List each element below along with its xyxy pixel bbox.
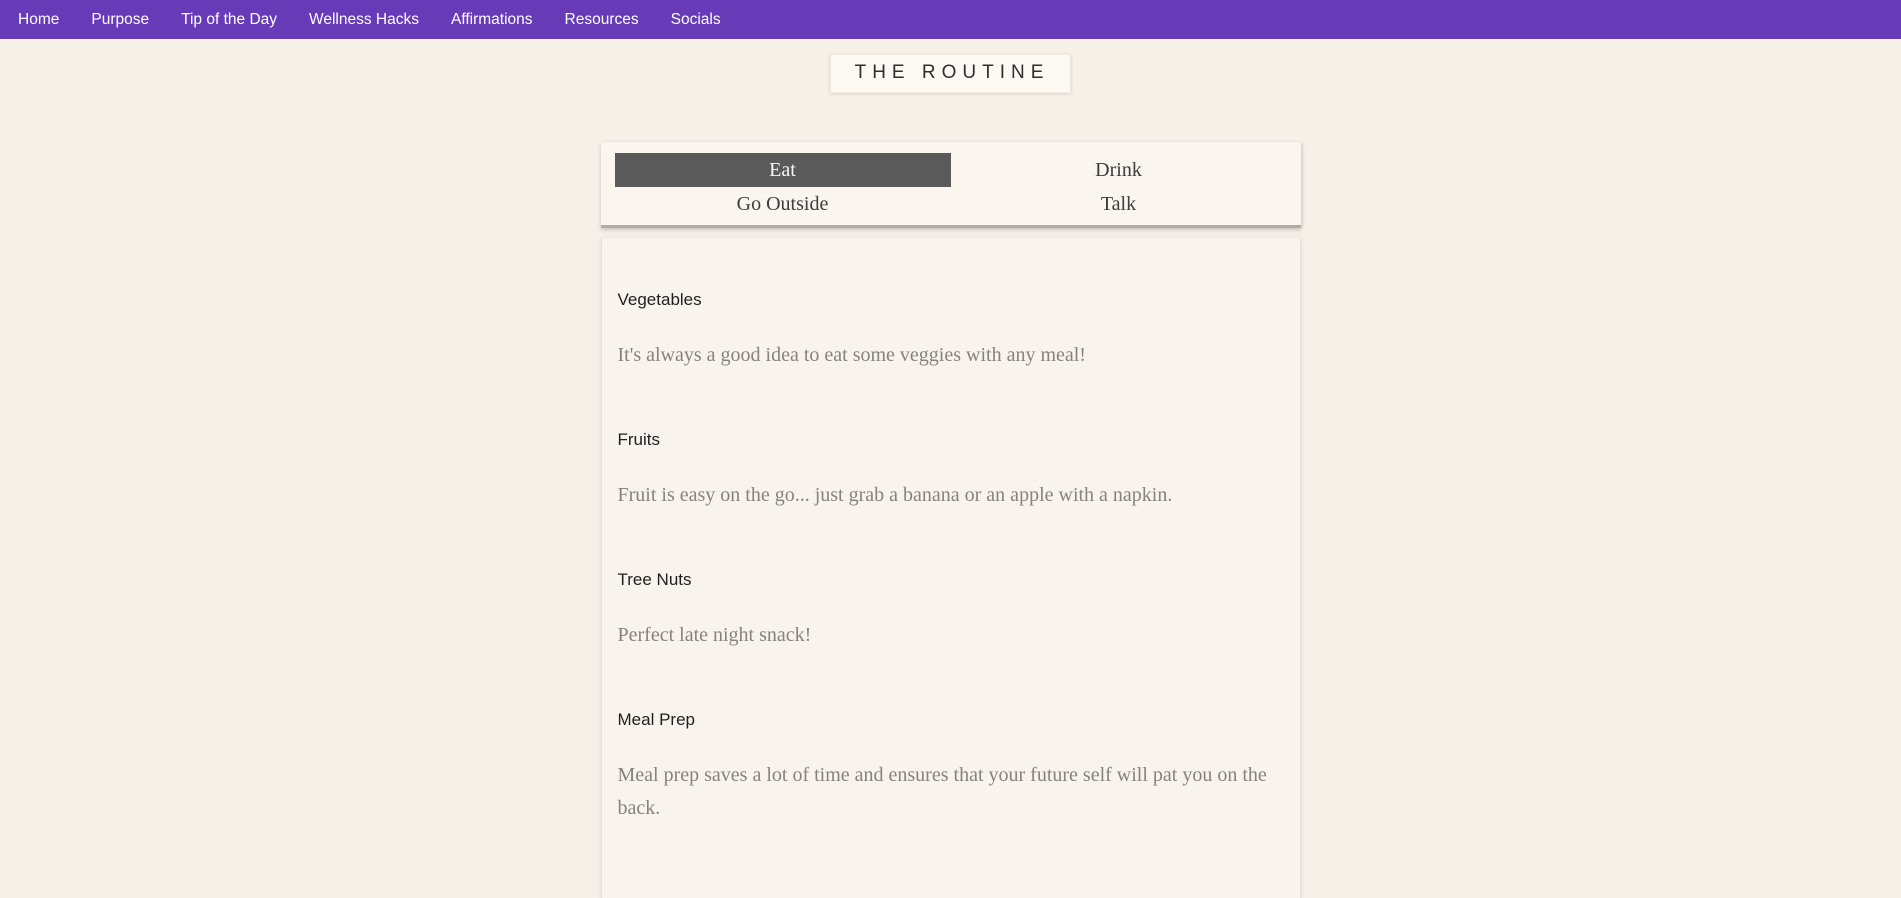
nav-item-affirmations[interactable]: Affirmations	[450, 11, 533, 28]
top-navbar	[0, 0, 1901, 39]
section-heading: Tree Nuts	[617, 570, 692, 589]
nav-item-wellness-hacks[interactable]: Wellness Hacks	[309, 11, 419, 28]
section-body: Meal prep saves a lot of time and ensures that your future self will pat you on the back.	[617, 764, 1267, 819]
section-body: Fruit is easy on the go... just grab a banana or an apple with a napkin.	[617, 484, 1173, 506]
section-heading: Meal Prep	[617, 710, 695, 729]
tab-drink[interactable]: Drink	[1095, 159, 1142, 181]
section-body: Perfect late night snack!	[617, 624, 812, 646]
section-meal-prep	[618, 710, 1284, 825]
tab-eat[interactable]: Eat	[615, 153, 951, 187]
title-row	[0, 54, 1901, 93]
nav-item-tip-of-the-day[interactable]: Tip of the Day	[181, 11, 278, 28]
section-tree-nuts	[618, 570, 1284, 652]
tab-talk[interactable]: Talk	[1100, 193, 1137, 215]
section-heading: Vegetables	[617, 290, 702, 309]
section-heading: Fruits	[617, 430, 660, 449]
tab-content-panel	[601, 238, 1301, 898]
section-body: It's always a good idea to eat some veggies with any meal!	[617, 344, 1086, 366]
nav-item-resources[interactable]: Resources	[564, 11, 639, 28]
tab-go-outside[interactable]: Go Outside	[736, 193, 829, 215]
section-vegetables	[618, 290, 1284, 372]
routine-tabs	[601, 142, 1301, 228]
nav-item-socials[interactable]: Socials	[670, 11, 721, 28]
nav-item-purpose[interactable]: Purpose	[91, 11, 150, 28]
page-title: THE ROUTINE	[830, 54, 1072, 93]
nav-item-home[interactable]: Home	[18, 11, 60, 28]
section-fruits	[618, 430, 1284, 512]
